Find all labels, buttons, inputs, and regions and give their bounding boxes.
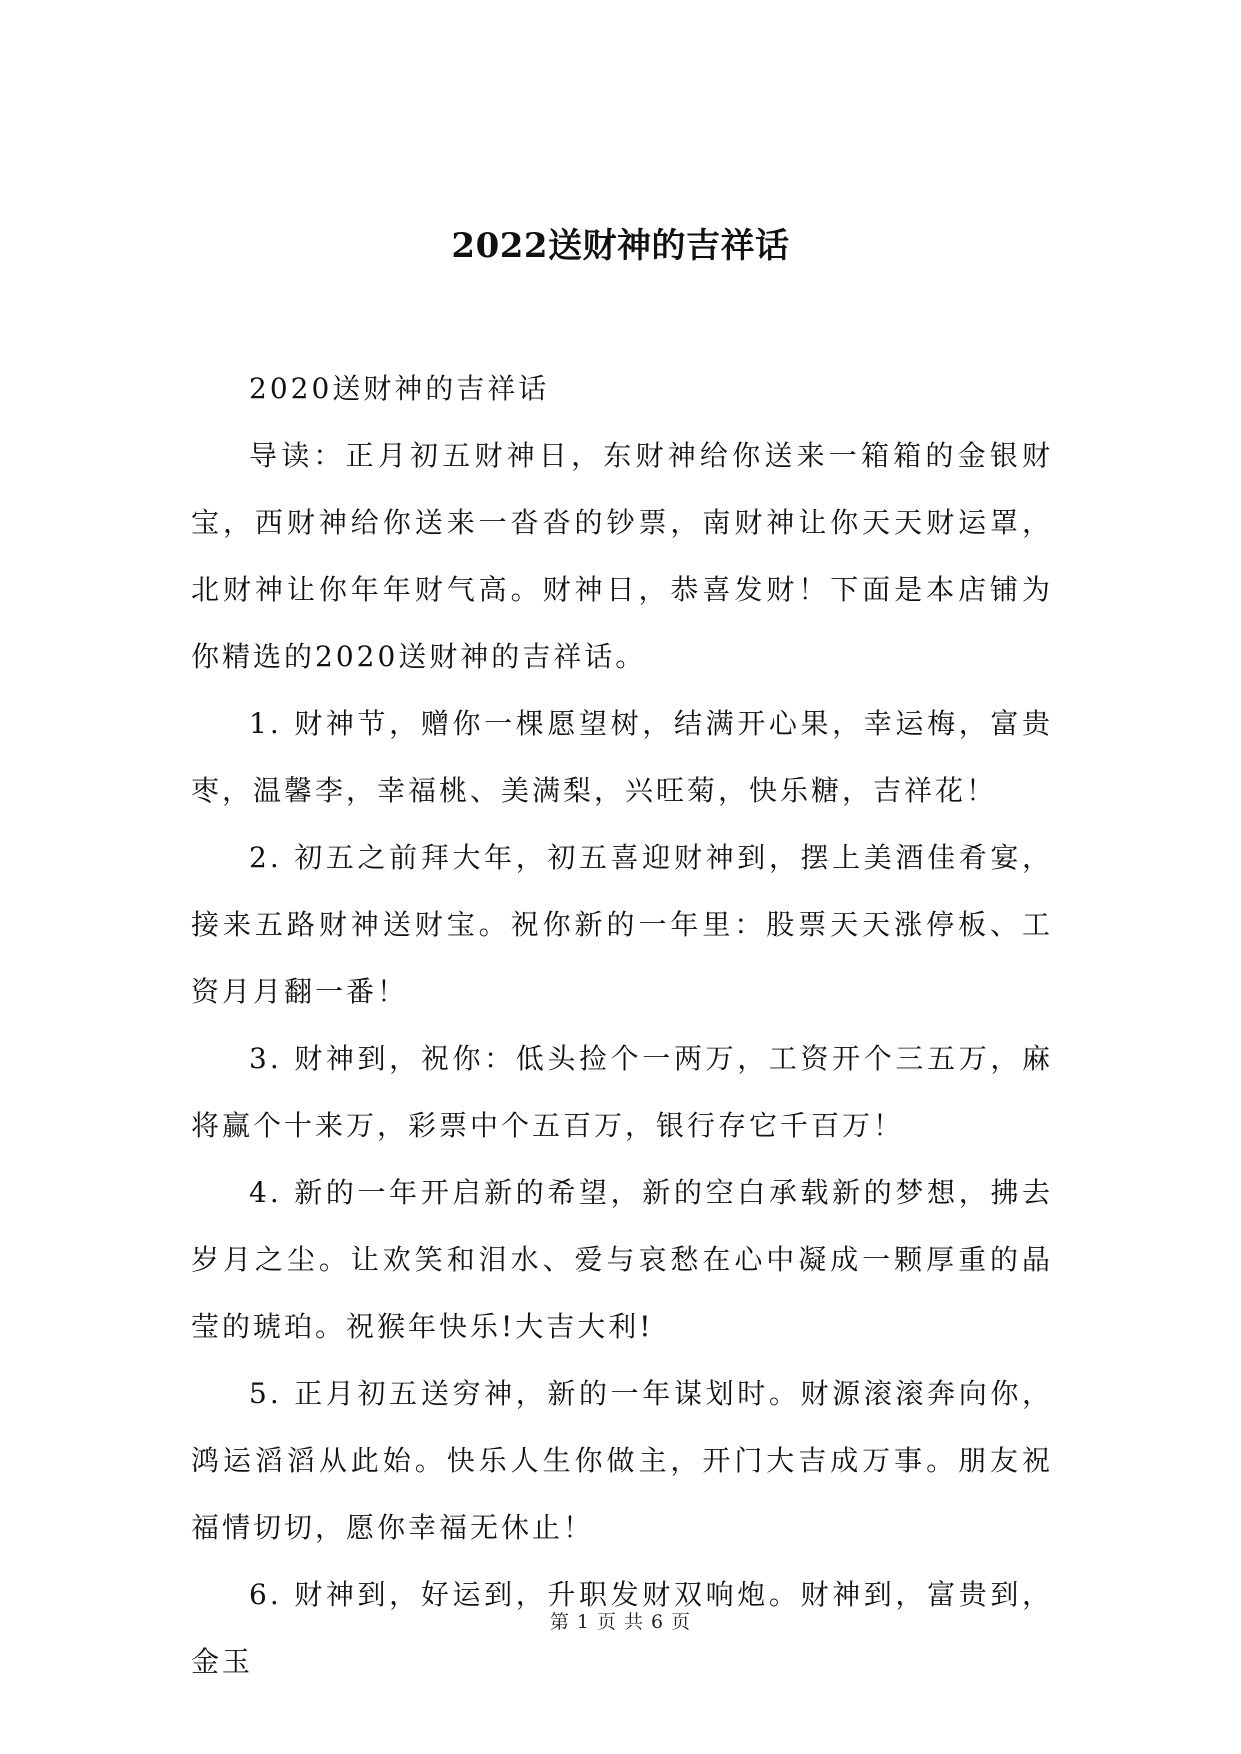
- paragraph-item-1: 1. 财神节，赠你一棵愿望树，结满开心果，幸运梅，富贵枣，温馨李，幸福桃、美满梨，兴旺菊，快乐糖，吉祥花！: [191, 707, 1053, 807]
- page-number-footer: 第 1 页 共 6 页: [549, 1611, 692, 1633]
- paragraph-item-5: 5. 正月初五送穷神，新的一年谋划时。财源滚滚奔向你，鸿运滔滔从此始。快乐人生你做主，开门大吉成万事。朋友祝福情切切，愿你幸福无休止！: [191, 1377, 1053, 1544]
- paragraph-intro: 导读：正月初五财神日，东财神给你送来一箱箱的金银财宝，西财神给你送来一沓沓的钞票，南财神让你天天财运罩，北财神让你年年财气高。财神日，恭喜发财！下面是本店铺为你精选的2020送财神的吉祥话。: [191, 439, 1053, 673]
- document-body: [191, 355, 1053, 1695]
- paragraph-item-3: 3. 财神到，祝你：低头捡个一两万，工资开个三五万，麻将赢个十来万，彩票中个五百万，银行存它千百万！: [191, 1042, 1053, 1142]
- paragraph-item-6: 6. 财神到，好运到，升职发财双响炮。财神到，富贵到，金玉: [191, 1578, 1053, 1678]
- document-title: 2022送财神的吉祥话: [451, 226, 790, 266]
- paragraph-item-4: 4. 新的一年开启新的希望，新的空白承载新的梦想，拂去岁月之尘。让欢笑和泪水、爱与哀愁在心中凝成一颗厚重的晶莹的琥珀。祝猴年快乐!大吉大利!: [191, 1176, 1053, 1343]
- paragraph-subtitle: 2020送财神的吉祥话: [249, 372, 550, 405]
- paragraph-item-2: 2. 初五之前拜大年，初五喜迎财神到，摆上美酒佳肴宴，接来五路财神送财宝。祝你新的一年里：股票天天涨停板、工资月月翻一番！: [191, 841, 1053, 1008]
